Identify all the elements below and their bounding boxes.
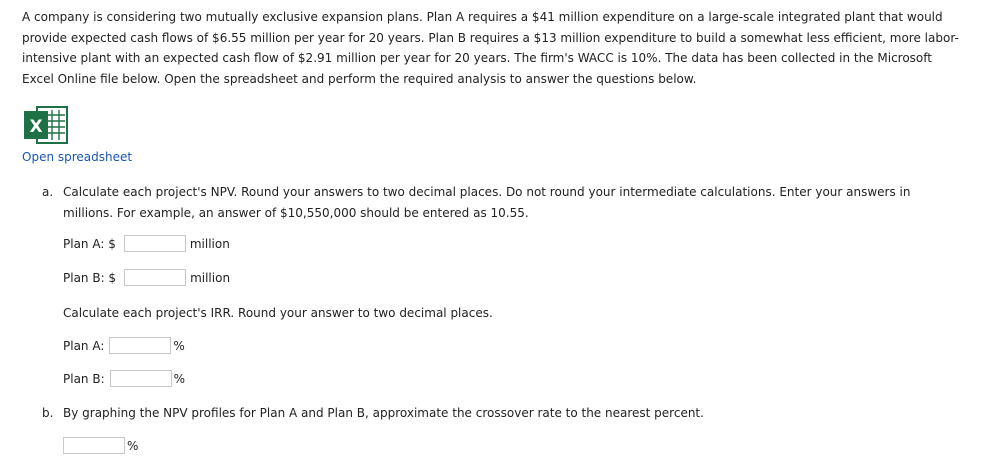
- irr-plan-b-input[interactable]: [110, 370, 172, 387]
- irr-plan-b-unit: %: [173, 371, 186, 386]
- npv-plan-a-label: Plan A: $: [63, 236, 116, 251]
- crossover-rate-input[interactable]: [63, 437, 125, 454]
- excel-icon[interactable]: [23, 106, 69, 144]
- question-b: [42, 406, 704, 420]
- crossover-row: [63, 437, 138, 454]
- irr-plan-a-unit: %: [173, 338, 185, 353]
- problem-statement: A company is considering two mutually exclusive expansion plans. Plan A requires a $41 million expenditure on a large-scale integrated plant that would provide expected cash flows of $6.55 million per year for 20 years. Plan B requires a $13 million expenditure to build a somewhat less efficient, more labor-intensive plant with an expected cash flow of $2.91 million per year for 20 years. The firm's WACC is 10%. The data has been collected in the Microsoft Excel Online file below. Open the spreadsheet and perform the required analysis to answer the questions below.: [22, 10, 959, 86]
- npv-plan-b-row: [63, 269, 230, 286]
- question-b-letter: b.: [42, 406, 54, 420]
- excel-icon-letter: X: [29, 117, 43, 137]
- irr-plan-a-label: Plan A:: [63, 338, 105, 353]
- question-a-letter: a.: [42, 185, 54, 199]
- irr-instruction: Calculate each project's IRR. Round your answer to two decimal places.: [63, 306, 493, 320]
- irr-plan-b-row: [63, 370, 185, 387]
- npv-plan-b-label: Plan B: $: [63, 270, 117, 285]
- question-a-text: Calculate each project's NPV. Round your answers to two decimal places. Do not round your intermediate calculations. Enter your answers in millions. For example, an answer of $10,550,000 should be entered as 10.55.: [63, 185, 911, 220]
- question-b-text: By graphing the NPV profiles for Plan A and Plan B, approximate the crossover rate to the nearest percent.: [63, 406, 704, 420]
- npv-plan-a-input[interactable]: [124, 235, 186, 252]
- irr-plan-a-row: [63, 337, 185, 354]
- npv-plan-a-unit: million: [189, 236, 230, 251]
- open-spreadsheet-link[interactable]: Open spreadsheet: [22, 150, 133, 164]
- npv-plan-b-unit: million: [190, 270, 231, 285]
- crossover-unit: %: [127, 438, 139, 453]
- question-a: [42, 182, 942, 224]
- npv-plan-b-input[interactable]: [124, 269, 186, 286]
- irr-plan-a-input[interactable]: [109, 337, 171, 354]
- npv-plan-a-row: [63, 235, 230, 252]
- irr-plan-b-label: Plan B:: [63, 371, 105, 386]
